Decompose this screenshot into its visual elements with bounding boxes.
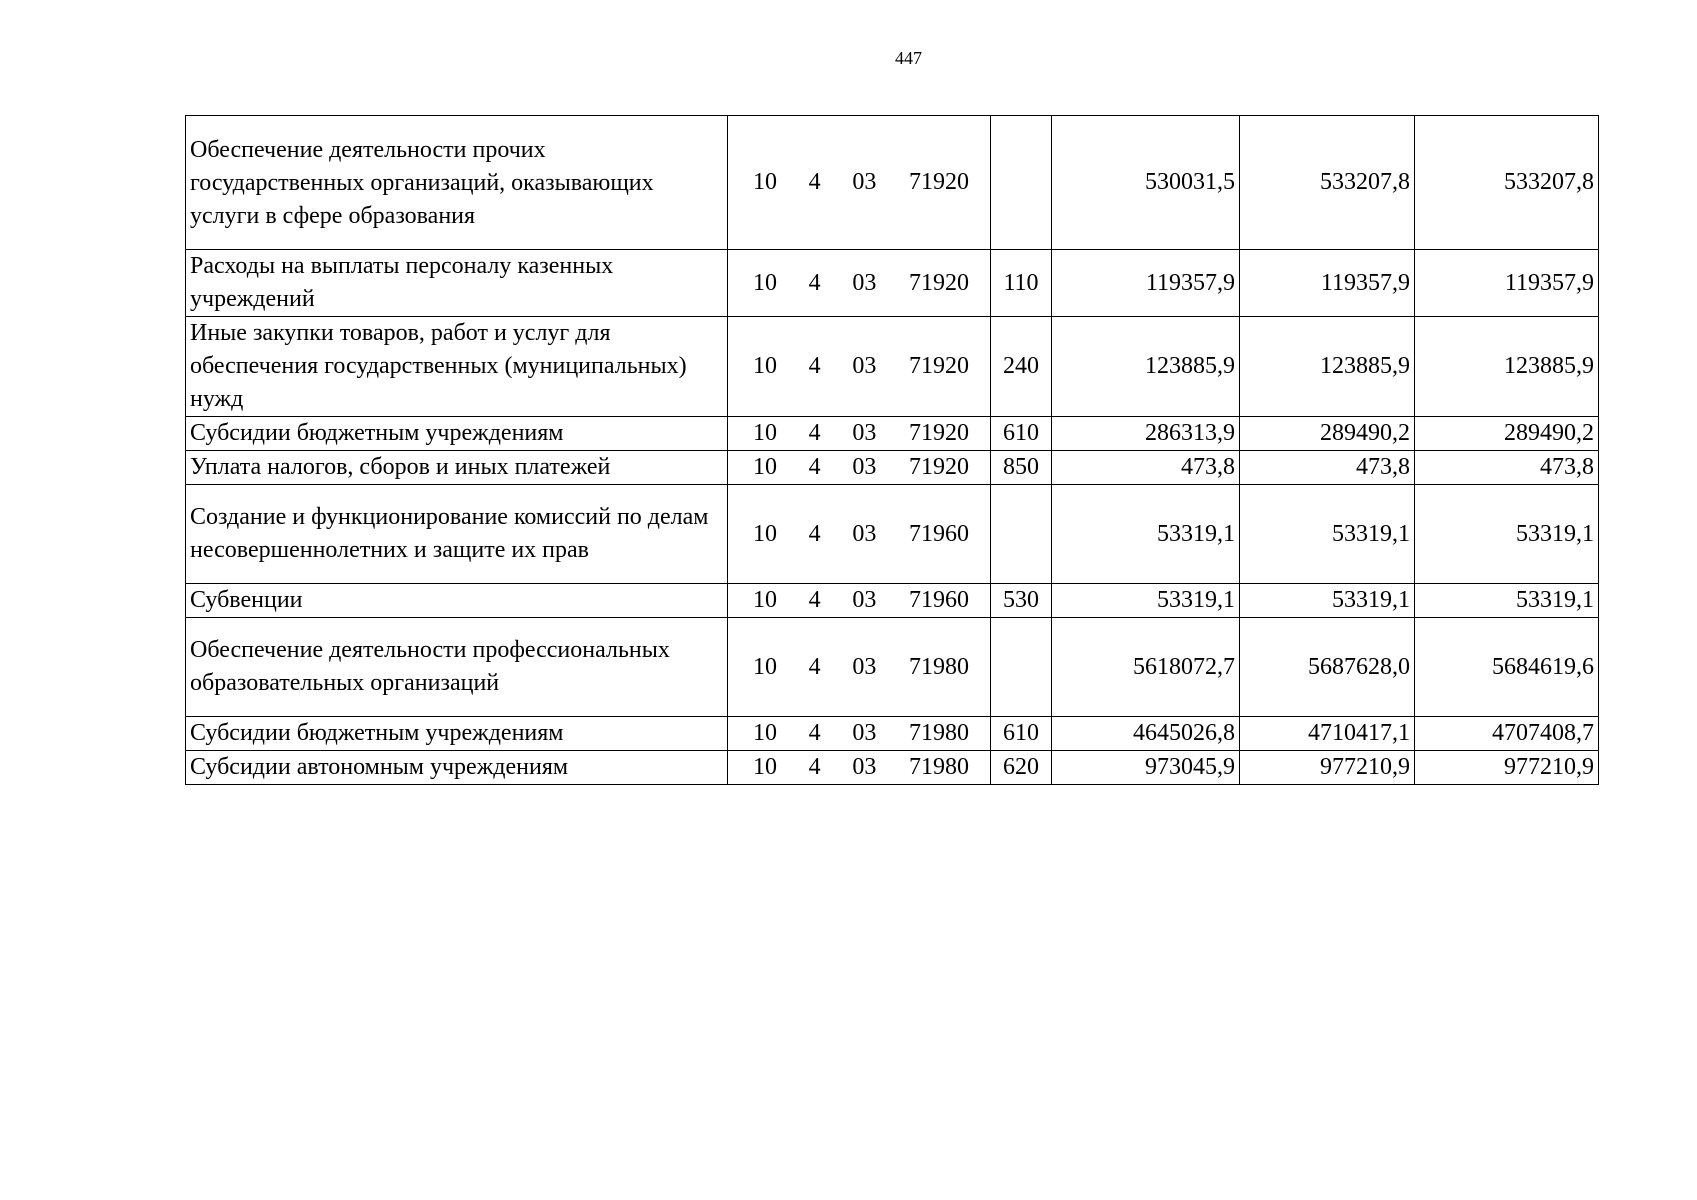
expense-type-code: 610 [991, 717, 1052, 751]
expense-type-code: 530 [991, 584, 1052, 618]
codes-cell [728, 618, 991, 717]
table-row [186, 417, 1599, 451]
codes-cell [728, 116, 991, 250]
value-year-2: 289490,2 [1240, 417, 1415, 451]
direction-code: 71960 [908, 587, 969, 613]
program-code: 4 [808, 454, 821, 480]
subprogram-code: 03 [852, 454, 877, 480]
subprogram-code: 03 [852, 420, 877, 446]
value-year-2: 53319,1 [1240, 584, 1415, 618]
value-year-3: 289490,2 [1415, 417, 1599, 451]
direction-code: 71920 [908, 269, 969, 296]
direction-code: 71980 [908, 720, 969, 746]
direction-code: 71980 [908, 653, 969, 680]
value-year-3: 977210,9 [1415, 751, 1599, 785]
row-name-cell: Субсидии автономным учреждениям [186, 751, 728, 785]
value-year-2: 473,8 [1240, 451, 1415, 485]
value-year-3: 53319,1 [1415, 485, 1599, 584]
program-code: 4 [808, 720, 821, 746]
subprogram-code: 03 [852, 169, 877, 195]
direction-code: 71920 [908, 454, 969, 480]
program-code: 4 [808, 353, 821, 379]
value-year-2: 123885,9 [1240, 317, 1415, 417]
row-name-cell: Субсидии бюджетным учреждениям [186, 417, 728, 451]
budget-table [185, 115, 1599, 785]
table-row [186, 116, 1599, 250]
section-code: 10 [753, 754, 777, 780]
row-name-cell: Субсидии бюджетным учреждениям [186, 717, 728, 751]
value-year-1: 119357,9 [1052, 250, 1240, 317]
program-code: 4 [808, 169, 821, 195]
value-year-1: 53319,1 [1052, 584, 1240, 618]
value-year-3: 473,8 [1415, 451, 1599, 485]
row-name-cell: Обеспечение деятельности прочих государственных организаций, оказывающих услуги в сфере образования [186, 116, 728, 250]
expense-type-code: 110 [991, 250, 1052, 317]
table-row [186, 751, 1599, 785]
table-row [186, 584, 1599, 618]
table-row [186, 717, 1599, 751]
table-row [186, 451, 1599, 485]
value-year-1: 123885,9 [1052, 317, 1240, 417]
program-code: 4 [808, 587, 821, 613]
section-code: 10 [753, 587, 777, 613]
subprogram-code: 03 [852, 353, 877, 379]
section-code: 10 [753, 720, 777, 746]
value-year-3: 533207,8 [1415, 116, 1599, 250]
expense-type-code: 240 [991, 317, 1052, 417]
row-name-cell: Иные закупки товаров, работ и услуг для обеспечения государственных (муниципальных) нужд [186, 317, 728, 417]
value-year-2: 977210,9 [1240, 751, 1415, 785]
value-year-1: 473,8 [1052, 451, 1240, 485]
section-code: 10 [753, 420, 777, 446]
table-row [186, 485, 1599, 584]
value-year-3: 4707408,7 [1415, 717, 1599, 751]
codes-cell [728, 451, 991, 485]
section-code: 10 [753, 653, 777, 680]
codes-cell [728, 584, 991, 618]
value-year-2: 119357,9 [1240, 250, 1415, 317]
expense-type-code: 610 [991, 417, 1052, 451]
subprogram-code: 03 [852, 520, 877, 547]
expense-type-code [991, 618, 1052, 717]
row-name-cell: Расходы на выплаты персоналу казенных учреждений [186, 250, 728, 317]
section-code: 10 [753, 169, 777, 195]
value-year-2: 5687628,0 [1240, 618, 1415, 717]
table-row [186, 317, 1599, 417]
program-code: 4 [808, 754, 821, 780]
value-year-1: 4645026,8 [1052, 717, 1240, 751]
program-code: 4 [808, 653, 821, 680]
value-year-2: 533207,8 [1240, 116, 1415, 250]
table-row [186, 618, 1599, 717]
codes-cell [728, 417, 991, 451]
page-number: 447 [895, 48, 922, 68]
value-year-3: 53319,1 [1415, 584, 1599, 618]
row-name-cell: Создание и функционирование комиссий по делам несовершеннолетних и защите их прав [186, 485, 728, 584]
subprogram-code: 03 [852, 269, 877, 296]
value-year-3: 119357,9 [1415, 250, 1599, 317]
program-code: 4 [808, 420, 821, 446]
direction-code: 71920 [908, 169, 969, 195]
value-year-1: 53319,1 [1052, 485, 1240, 584]
value-year-2: 53319,1 [1240, 485, 1415, 584]
codes-cell [728, 485, 991, 584]
value-year-2: 4710417,1 [1240, 717, 1415, 751]
codes-cell [728, 250, 991, 317]
section-code: 10 [753, 520, 777, 547]
expense-type-code: 620 [991, 751, 1052, 785]
row-name-cell: Обеспечение деятельности профессиональных образовательных организаций [186, 618, 728, 717]
section-code: 10 [753, 353, 777, 379]
direction-code: 71920 [908, 420, 969, 446]
program-code: 4 [808, 269, 821, 296]
value-year-1: 530031,5 [1052, 116, 1240, 250]
subprogram-code: 03 [852, 720, 877, 746]
direction-code: 71920 [908, 353, 969, 379]
codes-cell [728, 317, 991, 417]
program-code: 4 [808, 520, 821, 547]
codes-cell [728, 751, 991, 785]
row-name-cell: Уплата налогов, сборов и иных платежей [186, 451, 728, 485]
direction-code: 71980 [908, 754, 969, 780]
subprogram-code: 03 [852, 754, 877, 780]
expense-type-code: 850 [991, 451, 1052, 485]
expense-type-code [991, 485, 1052, 584]
section-code: 10 [753, 269, 777, 296]
value-year-3: 5684619,6 [1415, 618, 1599, 717]
value-year-3: 123885,9 [1415, 317, 1599, 417]
subprogram-code: 03 [852, 587, 877, 613]
direction-code: 71960 [908, 520, 969, 547]
table-row [186, 250, 1599, 317]
codes-cell [728, 717, 991, 751]
section-code: 10 [753, 454, 777, 480]
value-year-1: 973045,9 [1052, 751, 1240, 785]
expense-type-code [991, 116, 1052, 250]
value-year-1: 5618072,7 [1052, 618, 1240, 717]
value-year-1: 286313,9 [1052, 417, 1240, 451]
subprogram-code: 03 [852, 653, 877, 680]
row-name-cell: Субвенции [186, 584, 728, 618]
